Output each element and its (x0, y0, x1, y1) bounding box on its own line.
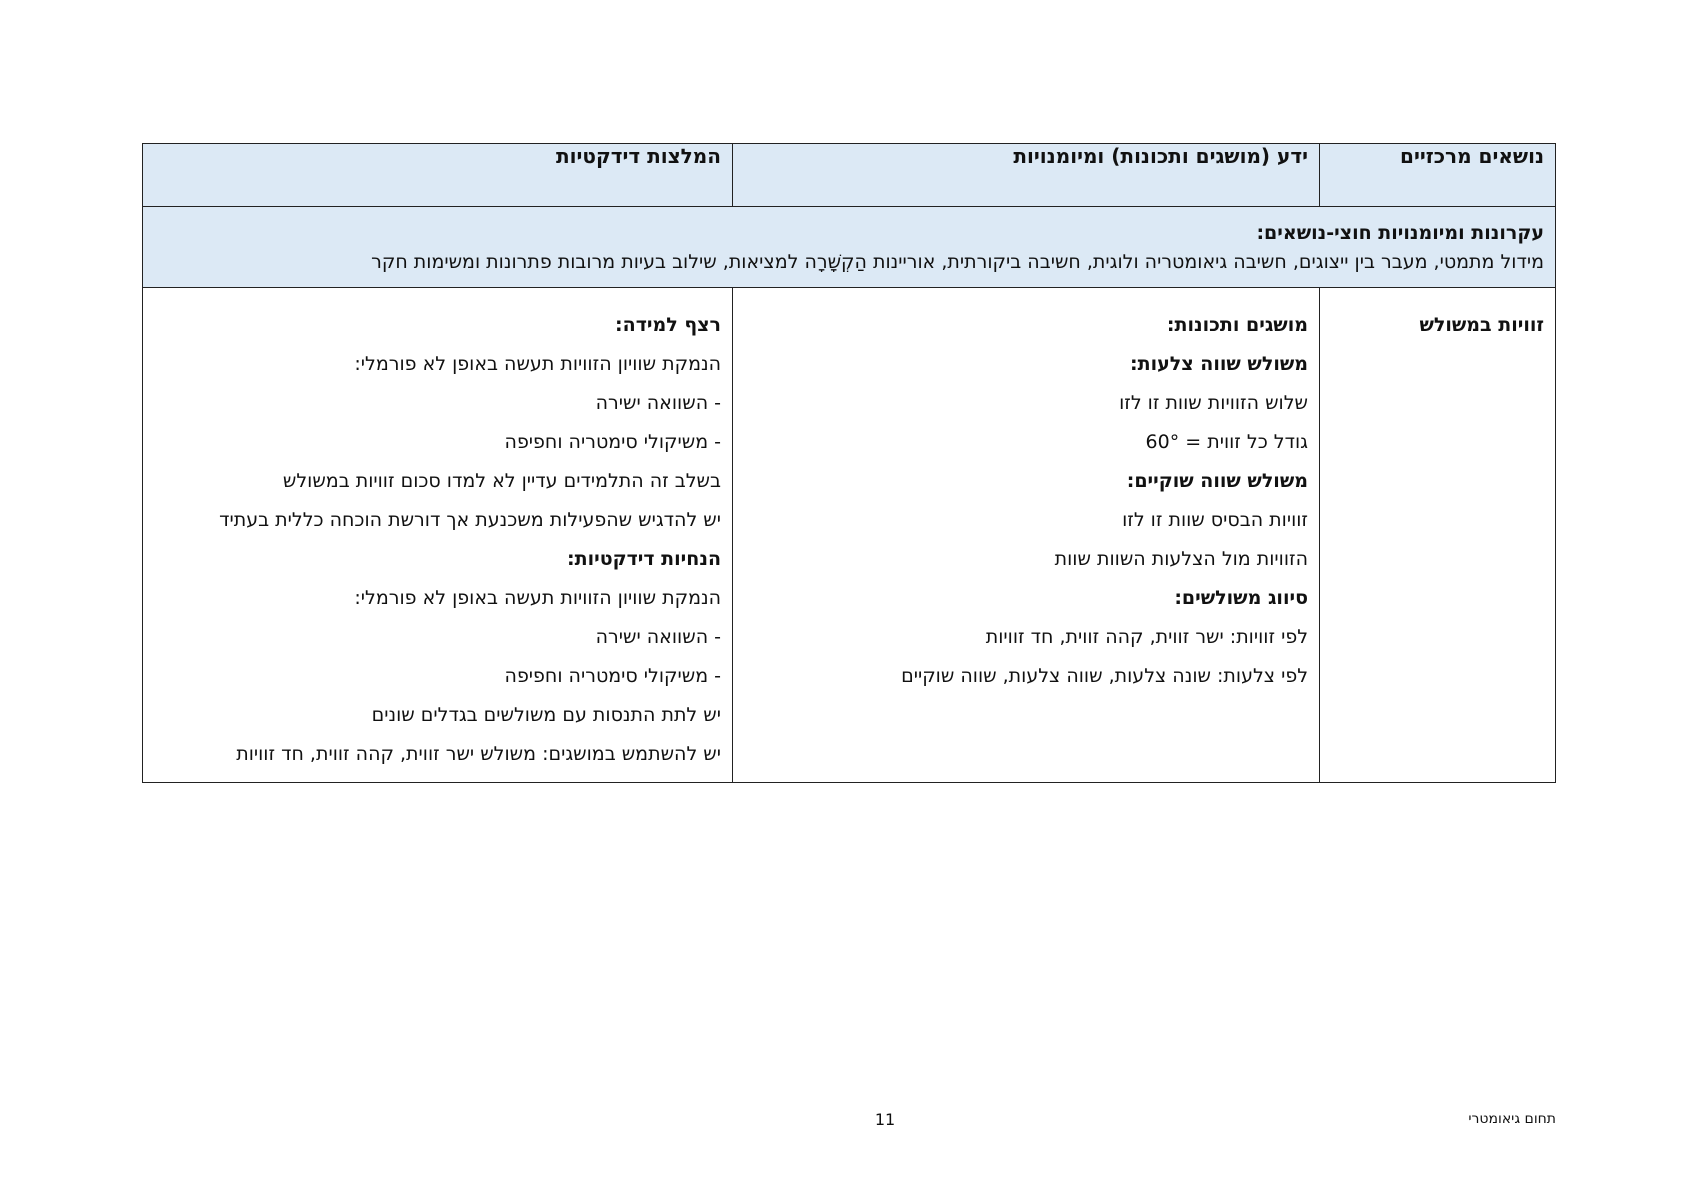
knowledge-line: גודל כל זווית = 60° (1145, 431, 1308, 453)
topic-label: זוויות במשולש (1419, 314, 1544, 336)
knowledge-line: הזוויות מול הצלעות השוות שוות (1054, 548, 1308, 570)
didactic-line: - השוואה ישירה (595, 392, 721, 414)
footer-section-title: תחום גיאומטרי (1468, 1111, 1556, 1127)
header-knowledge: ידע (מושגים ותכונות) ומיומנויות (733, 144, 1320, 207)
page-number: 11 (874, 1110, 896, 1129)
didactic-line: בשלב זה התלמידים עדיין לא למדו סכום זוויות במשולש (282, 470, 721, 492)
header-didactic: המלצות דידקטיות (143, 144, 733, 207)
table-row (143, 288, 1556, 783)
knowledge-line: סיווג משולשים: (1174, 587, 1308, 609)
didactic-line: הנמקת שוויון הזוויות תעשה באופן לא פורמלי: (354, 353, 721, 375)
didactic-cell (143, 288, 733, 783)
didactic-line: - השוואה ישירה (595, 626, 721, 648)
knowledge-line: משולש שווה שוקיים: (1126, 470, 1308, 492)
knowledge-cell (733, 288, 1320, 783)
didactic-line: יש להדגיש שהפעילות משכנעת אך דורשת הוכחה כללית בעתיד (219, 509, 721, 531)
knowledge-line: זוויות הבסיס שוות זו לזו (1122, 509, 1308, 531)
table-header-row (143, 144, 1556, 207)
didactic-line: הנמקת שוויון הזוויות תעשה באופן לא פורמלי: (354, 587, 721, 609)
knowledge-line: מושגים ותכונות: (1166, 314, 1308, 336)
cross-topic-title: עקרונות ומיומנויות חוצי-נושאים: (1256, 222, 1544, 244)
cross-topic-row (143, 207, 1556, 288)
topic-cell (1320, 288, 1556, 783)
didactic-line: יש להשתמש במושגים: משולש ישר זווית, קהה זווית, חד זוויות (236, 743, 721, 765)
didactic-line: יש לתת התנסות עם משולשים בגדלים שונים (371, 704, 721, 726)
knowledge-line: לפי צלעות: שונה צלעות, שווה צלעות, שווה שוקיים (901, 665, 1308, 687)
cross-topic-text: מידול מתמטי, מעבר בין ייצוגים, חשיבה גיאומטריה ולוגית, חשיבה ביקורתית, אוריינות הַקְשָׁרָה למציאות, שילוב בעיות מרובות פתרונות ומשימות חקר (371, 251, 1544, 273)
header-topics: נושאים מרכזיים (1320, 144, 1556, 207)
knowledge-line: לפי זוויות: ישר זווית, קהה זווית, חד זוויות (985, 626, 1308, 648)
knowledge-line: משולש שווה צלעות: (1130, 353, 1308, 375)
didactic-line: - משיקולי סימטריה וחפיפה (504, 431, 721, 453)
curriculum-table (142, 143, 1556, 783)
didactic-line: הנחיות דידקטיות: (567, 548, 721, 570)
cross-topic-cell (143, 207, 1556, 288)
didactic-line: רצף למידה: (615, 314, 721, 336)
knowledge-line: שלוש הזוויות שוות זו לזו (1119, 392, 1308, 414)
didactic-line: - משיקולי סימטריה וחפיפה (504, 665, 721, 687)
